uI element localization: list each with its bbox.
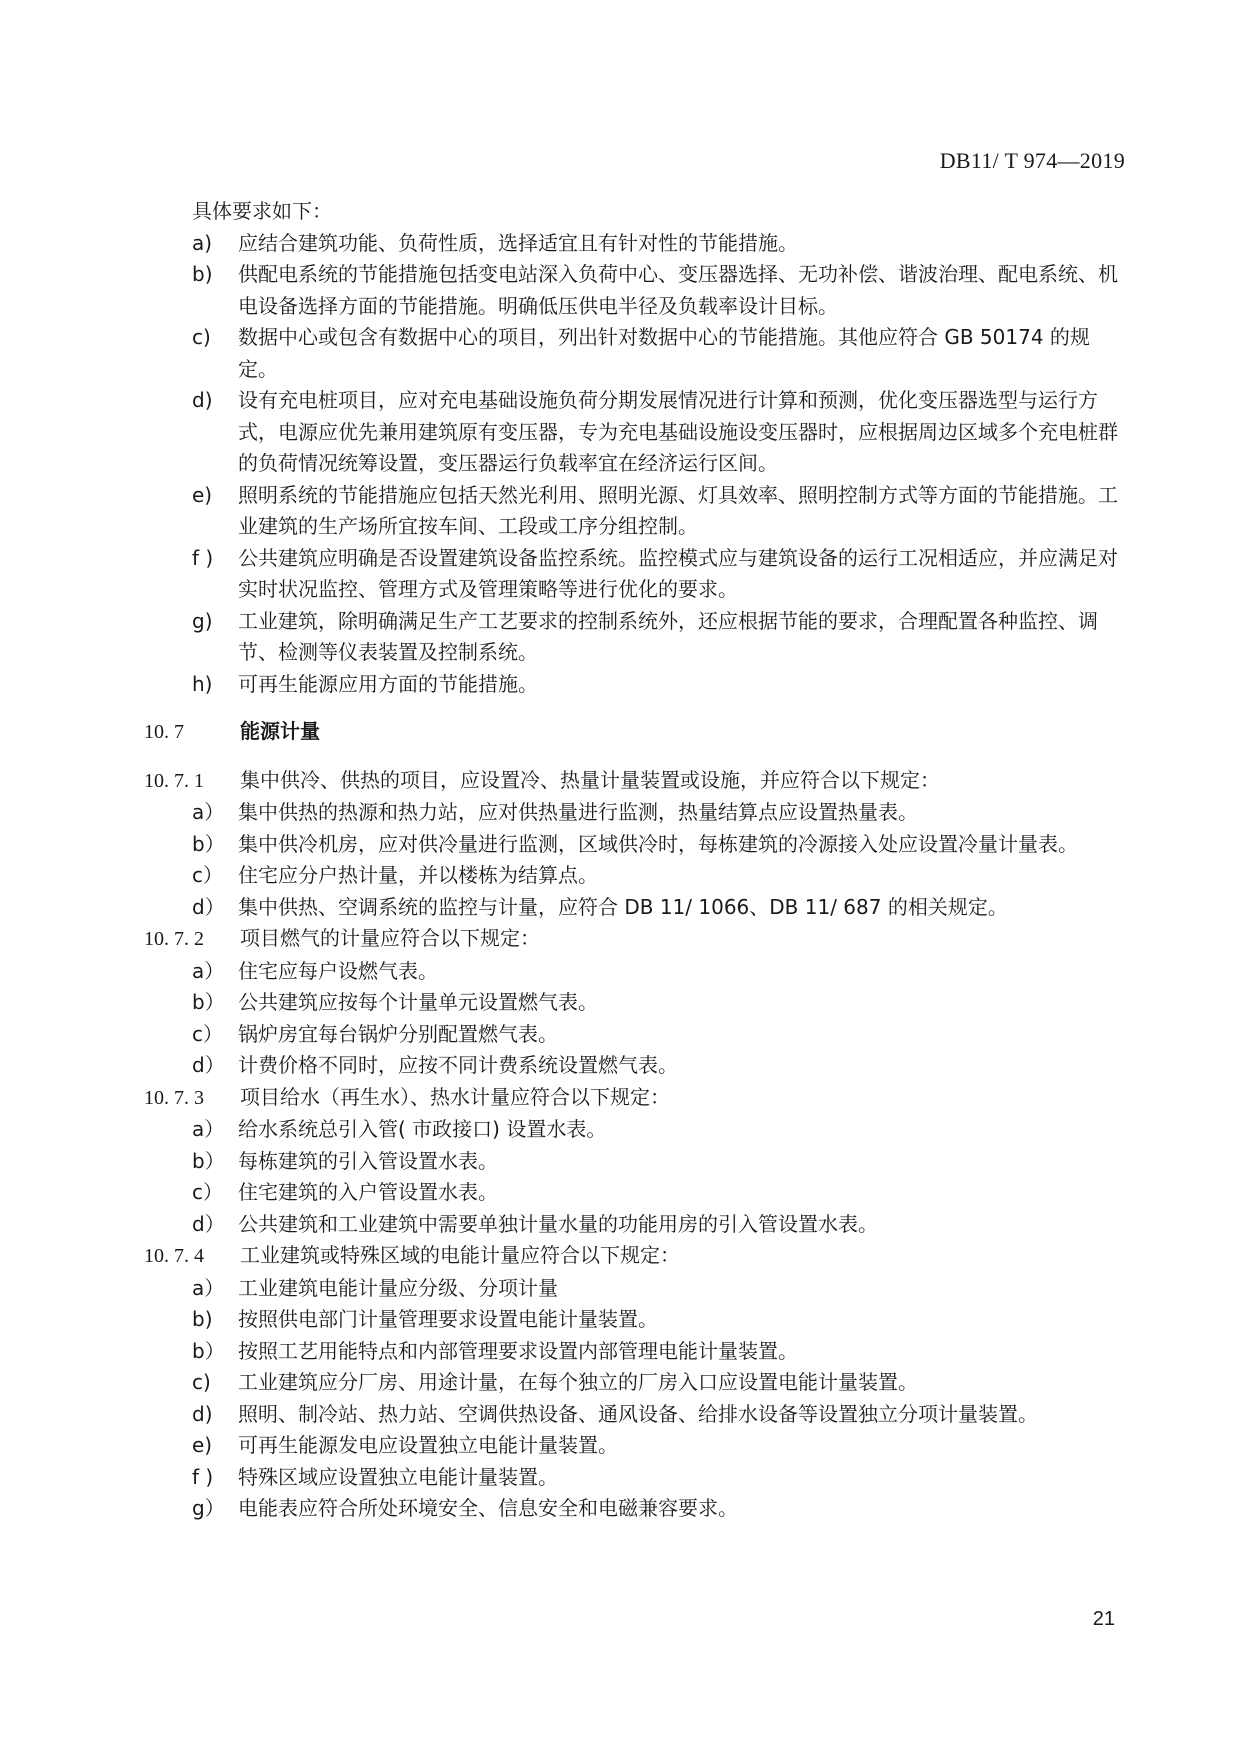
list-item — [192, 1114, 1125, 1146]
list-item — [192, 385, 1125, 480]
list-item — [192, 1146, 1125, 1178]
list-item-text: 集中供热的热源和热力站，应对供热量进行监测，热量结算点应设置热量表。 — [238, 800, 918, 824]
list-item-label: c) — [192, 1370, 211, 1394]
page-body — [144, 196, 1125, 1525]
list-item-label: c） — [192, 1021, 223, 1046]
list-item — [192, 1399, 1125, 1431]
list-item — [192, 543, 1125, 606]
clause-text: 项目燃气的计量应符合以下规定： — [240, 926, 540, 950]
list-item-label: f ) — [192, 545, 214, 570]
list-item-text: 特殊区域应设置独立电能计量装置。 — [238, 1464, 558, 1489]
list-item — [192, 1304, 1125, 1336]
list-item-text: 按照工艺用能特点和内部管理要求设置内部管理电能计量装置。 — [238, 1338, 798, 1363]
intro-text: 具体要求如下： — [192, 199, 332, 223]
list-item-label: a） — [192, 958, 225, 983]
list-item — [192, 892, 1125, 924]
list-item — [192, 1209, 1125, 1241]
section-title: 能源计量 — [240, 719, 320, 743]
list-item-label: b） — [192, 990, 225, 1014]
list-item-label: e) — [192, 482, 213, 507]
list-item-text: 按照供电部门计量管理要求设置电能计量装置。 — [238, 1307, 658, 1331]
list-item-text: 工业建筑应分厂房、用途计量，在每个独立的厂房入口应设置电能计量装置。 — [238, 1370, 918, 1394]
clause-heading — [144, 765, 1125, 798]
list-item-label: b） — [192, 831, 225, 856]
list-item-label: b） — [192, 1148, 225, 1173]
clause-text: 集中供冷、供热的项目，应设置冷、热量计量装置或设施，并应符合以下规定： — [240, 767, 940, 792]
list-item-text: 应结合建筑功能、负荷性质，选择适宜且有针对性的节能措施。 — [238, 230, 798, 255]
list-item — [192, 322, 1125, 385]
list-item-text: 集中供热、空调系统的监控与计量，应符合 DB 11/ 1066、DB 11/ 687 的相关规定。 — [238, 894, 1008, 919]
list-item-label: g) — [192, 608, 213, 633]
list-item-text: 公共建筑应按每个计量单元设置燃气表。 — [238, 990, 598, 1014]
list-item — [192, 1019, 1125, 1051]
list-item-text: 公共建筑和工业建筑中需要单独计量水量的功能用房的引入管设置水表。 — [238, 1211, 878, 1236]
list-item-text: 集中供冷机房，应对供冷量进行监测，区域供冷时，每栋建筑的冷源接入处应设置冷量计量表。 — [238, 831, 1078, 856]
list-item-text: 数据中心或包含有数据中心的项目，列出针对数据中心的节能措施。其他应符合 GB 50174 的规定。 — [238, 325, 1090, 381]
list-item-label: h) — [192, 671, 213, 696]
list-item-label: a） — [192, 800, 225, 824]
clause-heading — [144, 1240, 1125, 1273]
list-item-label: c) — [192, 325, 211, 349]
list-item — [192, 1367, 1125, 1399]
list-item — [192, 1273, 1125, 1305]
list-item-text: 给水系统总引入管( 市政接口) 设置水表。 — [238, 1117, 607, 1141]
list-item-label: c） — [192, 1180, 223, 1204]
list-item — [192, 259, 1125, 322]
page-number: 21 — [1092, 1608, 1115, 1630]
list-item-label: e) — [192, 1433, 213, 1457]
list-item — [192, 956, 1125, 988]
clause-heading — [144, 1082, 1125, 1115]
clause-text: 工业建筑或特殊区域的电能计量应符合以下规定： — [240, 1243, 680, 1267]
list-item-label: b） — [192, 1338, 225, 1363]
list-item-label: a) — [192, 230, 213, 255]
list-item-text: 工业建筑，除明确满足生产工艺要求的控制系统外，还应根据节能的要求，合理配置各种监控、调节、检测等仪表装置及控制系统。 — [238, 608, 1098, 664]
clause-number: 10. 7. 2 — [144, 928, 204, 950]
list-item-label: f ) — [192, 1464, 214, 1489]
list-item-label: d） — [192, 1053, 225, 1077]
list-item-text: 可再生能源发电应设置独立电能计量装置。 — [238, 1433, 618, 1457]
clause-heading — [144, 923, 1125, 956]
list-item — [192, 1462, 1125, 1494]
list-item-label: d) — [192, 388, 213, 412]
list-item-text: 可再生能源应用方面的节能措施。 — [238, 671, 538, 696]
list-item — [192, 606, 1125, 669]
list-item — [192, 669, 1125, 701]
list-item — [192, 987, 1125, 1019]
section-number: 10. 7 — [144, 721, 184, 743]
list-item-label: g） — [192, 1496, 225, 1520]
list-item — [192, 228, 1125, 260]
list-item-text: 公共建筑应明确是否设置建筑设备监控系统。监控模式应与建筑设备的运行工况相适应，并应满足对实时状况监控、管理方式及管理策略等进行优化的要求。 — [238, 545, 1118, 601]
requirements-list — [144, 228, 1125, 701]
clause-number: 10. 7. 3 — [144, 1086, 204, 1109]
clause-text: 项目给水（再生水）、热水计量应符合以下规定： — [240, 1084, 670, 1109]
section-heading — [144, 716, 1125, 749]
list-item — [192, 1493, 1125, 1525]
list-item-text: 设有充电桩项目，应对充电基础设施负荷分期发展情况进行计算和预测，优化变压器选型与运行方式，电源应优先兼用建筑原有变压器，专为充电基础设施设变压器时，应根据周边区域多个充电桩群的负荷情况统筹设置，变压器运行负载率宜在经济运行区间。 — [238, 388, 1118, 475]
list-item-text: 供配电系统的节能措施包括变电站深入负荷中心、变压器选择、无功补偿、谐波治理、配电系统、机电设备选择方面的节能措施。明确低压供电半径及负载率设计目标。 — [238, 262, 1118, 318]
list-item-label: c） — [192, 863, 223, 887]
clause-number: 10. 7. 1 — [144, 769, 204, 792]
list-item-text: 照明、制冷站、热力站、空调供热设备、通风设备、给排水设备等设置独立分项计量装置。 — [238, 1401, 1038, 1426]
list-item-label: a） — [192, 1117, 225, 1141]
clause-number: 10. 7. 4 — [144, 1245, 204, 1267]
list-item-text: 照明系统的节能措施应包括天然光利用、照明光源、灯具效率、照明控制方式等方面的节能措施。工业建筑的生产场所宜按车间、工段或工序分组控制。 — [238, 482, 1118, 538]
list-item-text: 计费价格不同时，应按不同计费系统设置燃气表。 — [238, 1053, 678, 1077]
list-item — [192, 480, 1125, 543]
list-item — [192, 1430, 1125, 1462]
list-item-text: 锅炉房宜每台锅炉分别配置燃气表。 — [238, 1021, 558, 1046]
list-item-label: d) — [192, 1401, 213, 1426]
list-item-text: 每栋建筑的引入管设置水表。 — [238, 1148, 498, 1173]
list-item-label: d） — [192, 894, 225, 919]
list-item-label: d） — [192, 1211, 225, 1236]
list-item — [192, 797, 1125, 829]
document-code: DB11/ T 974—2019 — [939, 148, 1125, 173]
list-item-text: 住宅应分户热计量，并以楼栋为结算点。 — [238, 863, 598, 887]
list-item-label: b) — [192, 262, 213, 286]
list-item — [192, 1336, 1125, 1368]
list-item-text: 住宅建筑的入户管设置水表。 — [238, 1180, 498, 1204]
list-item-label: b) — [192, 1307, 213, 1331]
list-item — [192, 1050, 1125, 1082]
list-item — [192, 829, 1125, 861]
list-item-text: 工业建筑电能计量应分级、分项计量 — [238, 1275, 558, 1300]
list-item — [192, 1177, 1125, 1209]
list-item-text: 电能表应符合所处环境安全、信息安全和电磁兼容要求。 — [238, 1496, 738, 1520]
clauses — [144, 765, 1125, 1525]
list-item-label: a） — [192, 1275, 225, 1300]
list-item — [192, 860, 1125, 892]
list-item-text: 住宅应每户设燃气表。 — [238, 958, 438, 983]
